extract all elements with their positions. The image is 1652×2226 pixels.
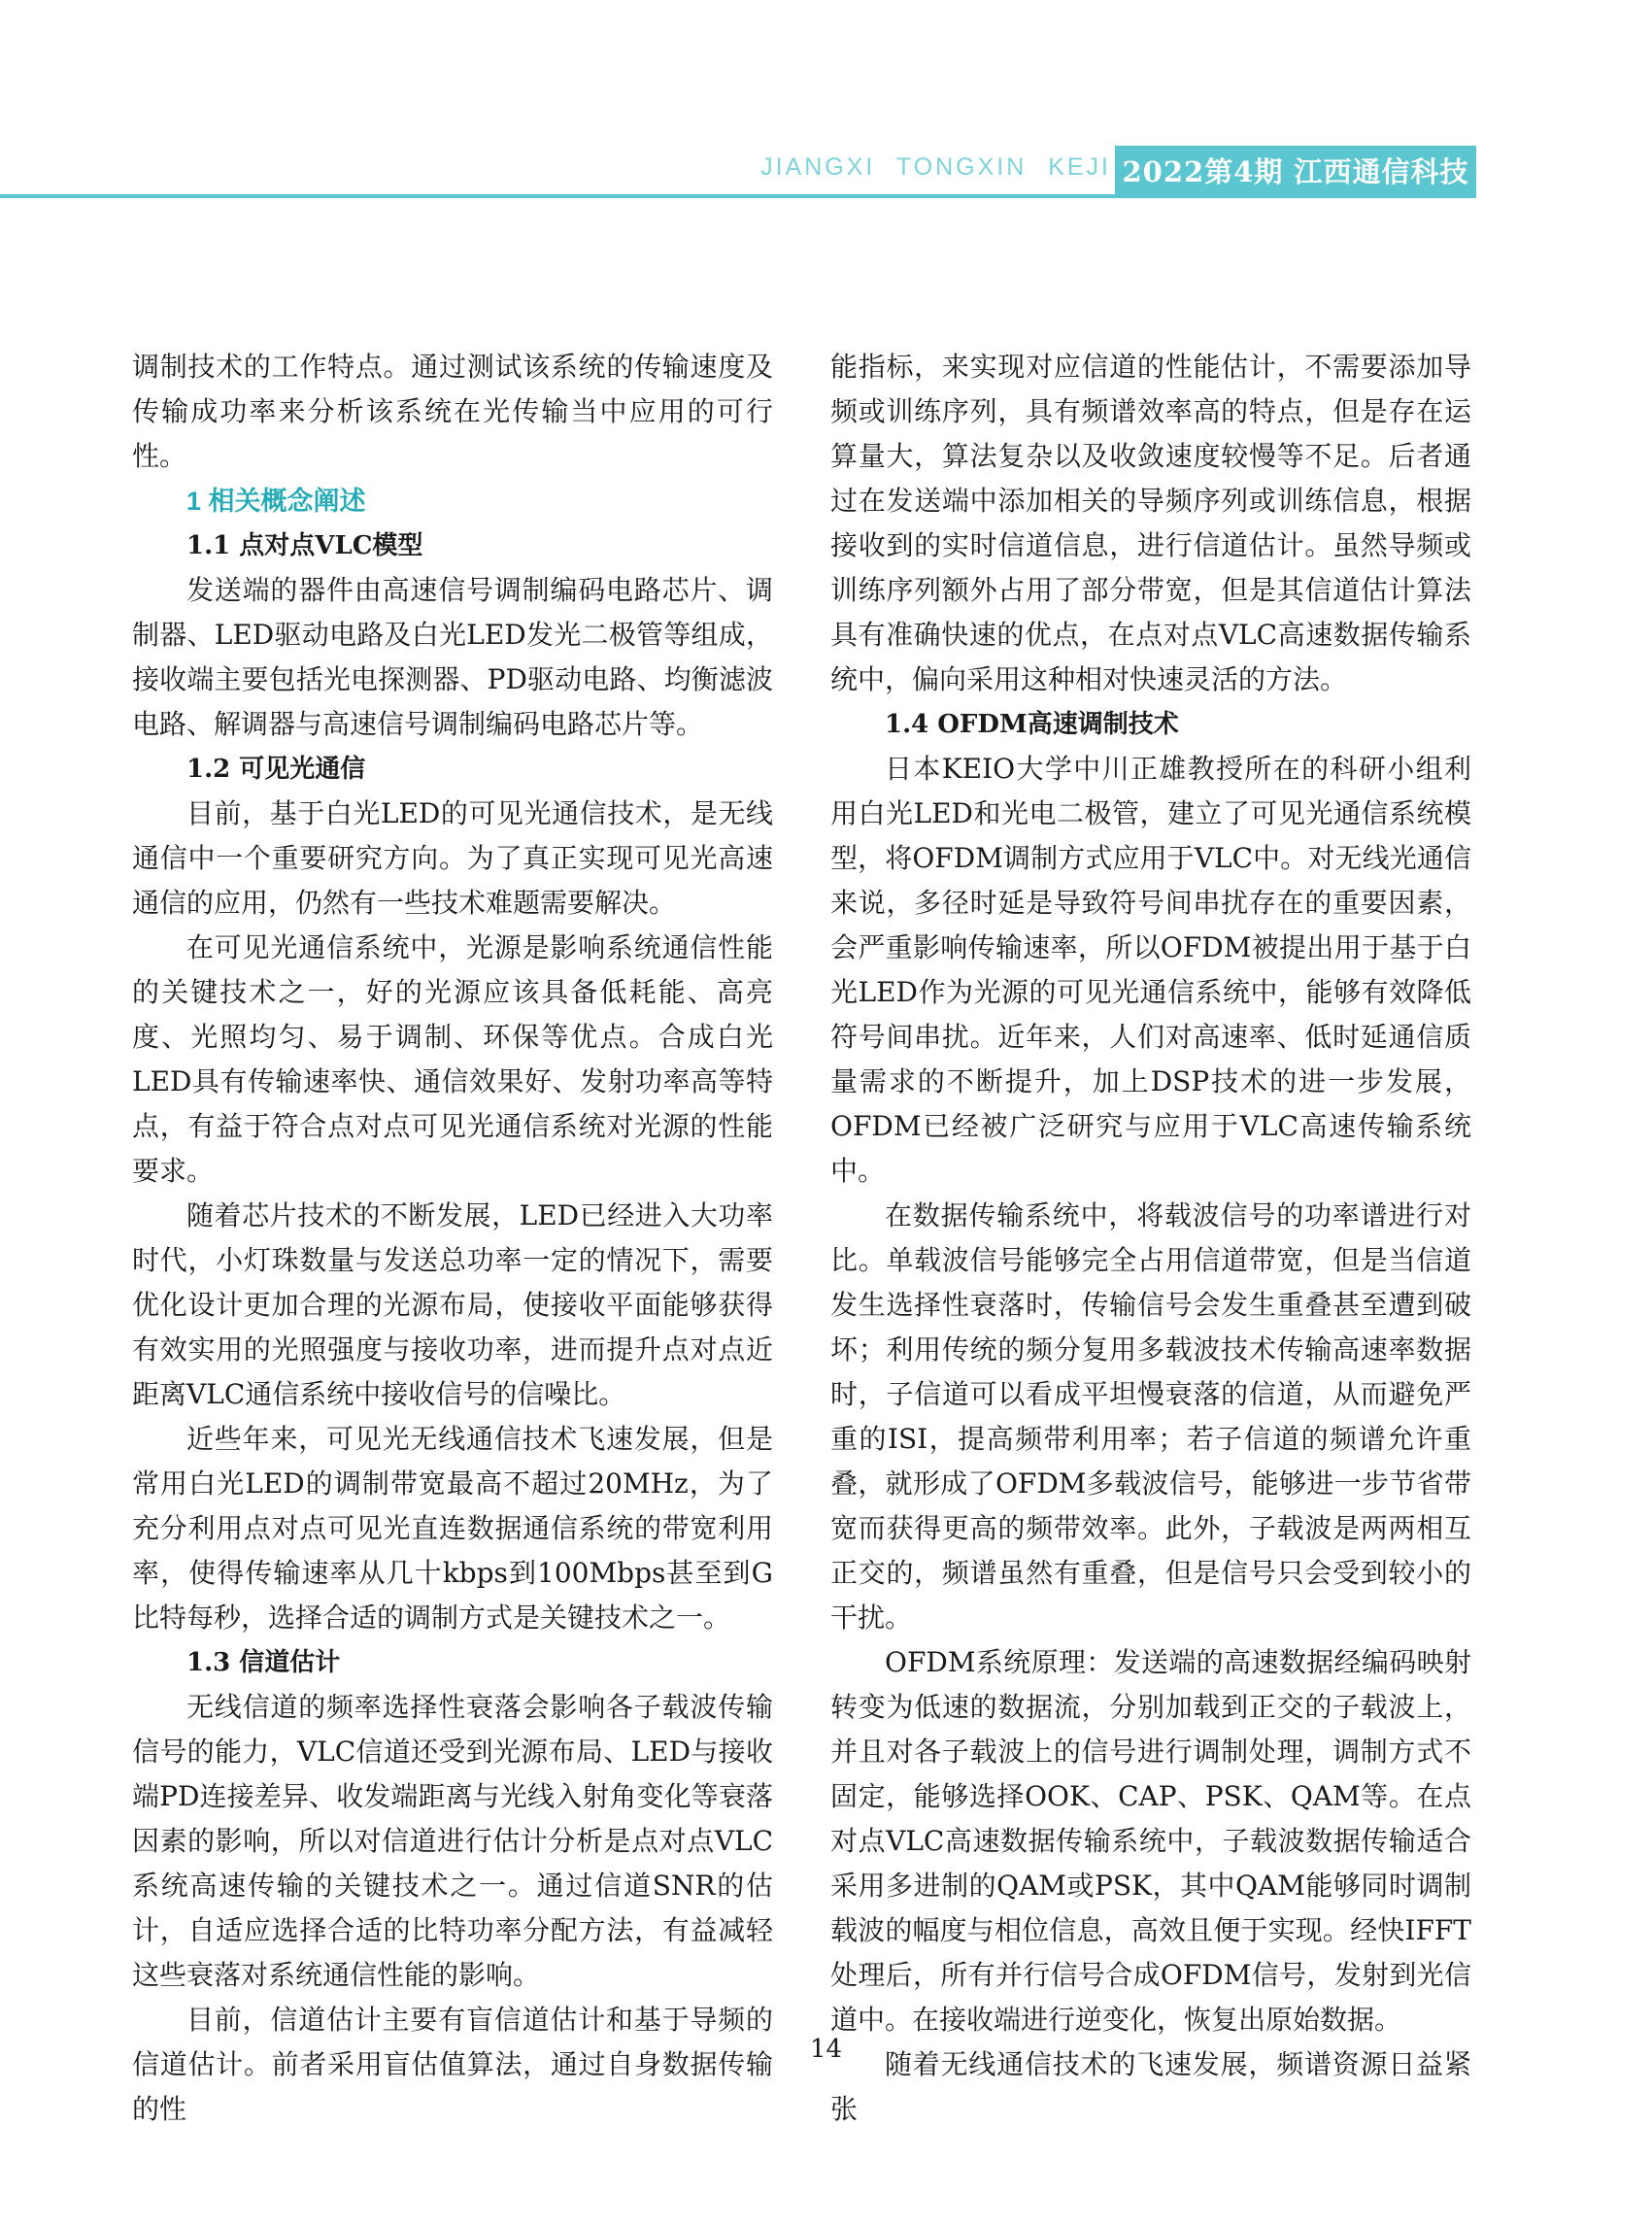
left-column bbox=[132, 345, 773, 2132]
paragraph: 随着芯片技术的不断发展，LED已经进入大功率时代，小灯珠数量与发送总功率一定的情况下，需要优化设计更加合理的光源布局，使接收平面能够获得有效实用的光照强度与接收功率，进而提升点对点近距离VLC通信系统中接收信号的信噪比。 bbox=[132, 1199, 773, 1410]
section-heading: 1 相关概念阐述 bbox=[186, 487, 366, 516]
paragraph: 无线信道的频率选择性衰落会影响各子载波传输信号的能力，VLC信道还受到光源布局、LED与接收端PD连接差异、收发端距离与光线入射角变化等衰落因素的影响，所以对信道进行估计分析是点对点VLC系统高速传输的关键技术之一。通过信道SNR的估计，自适应选择合适的比特功率分配方法，有益减轻这些衰落对系统通信性能的影响。 bbox=[132, 1691, 773, 1991]
issue-and-journal-title: 2022第4期 江西通信科技 bbox=[1115, 146, 1476, 194]
right-column bbox=[830, 345, 1471, 2132]
paragraph: 调制技术的工作特点。通过测试该系统的传输速度及传输成功率来分析该系统在光传输当中应用的可行性。 bbox=[132, 351, 773, 472]
paragraph: 能指标，来实现对应信道的性能估计，不需要添加导频或训练序列，具有频谱效率高的特点，但是存在运算量大，算法复杂以及收敛速度较慢等不足。后者通过在发送端中添加相关的导频序列或训练信息，根据接收到的实时信道信息，进行信道估计。虽然导频或训练序列额外占用了部分带宽，但是其信道估计算法具有准确快速的优点，在点对点VLC高速数据传输系统中，偏向采用这种相对快速灵活的方法。 bbox=[830, 351, 1471, 695]
running-header bbox=[0, 146, 1476, 198]
subsection-heading: 1.2 可见光通信 bbox=[186, 755, 366, 784]
paragraph: 日本KEIO大学中川正雄教授所在的科研小组利用白光LED和光电二极管，建立了可见光通信系统模型，将OFDM调制方式应用于VLC中。对无线光通信来说，多径时延是导致符号间串扰存在的重要因素，会严重影响传输速率，所以OFDM被提出用于基于白光LED作为光源的可见光通信系统中，能够有效降低符号间串扰。近年来，人们对高速率、低时延通信质量需求的不断提升，加上DSP技术的进一步发展，OFDM已经被广泛研究与应用于VLC高速传输系统中。 bbox=[830, 753, 1471, 1187]
subsection-heading: 1.3 信道估计 bbox=[186, 1648, 341, 1677]
paragraph: 随着无线通信技术的飞速发展，频谱资源日益紧张 bbox=[830, 2048, 1471, 2125]
journal-name-english: JIANGXI TONGXIN KEJI bbox=[760, 153, 1111, 181]
paragraph: OFDM系统原理：发送端的高速数据经编码映射转变为低速的数据流，分别加载到正交的子载波上，并且对各子载波上的信号进行调制处理，调制方式不固定，能够选择OOK、CAP、PSK、QAM等。在点对点VLC高速数据传输系统中，子载波数据传输适合采用多进制的QAM或PSK，其中QAM能够同时调制载波的幅度与相位信息，高效且便于实现。经快IFFT处理后，所有并行信号合成OFDM信号，发射到光信道中。在接收端进行逆变化，恢复出原始数据。 bbox=[830, 1646, 1471, 2036]
paragraph: 发送端的器件由高速信号调制编码电路芯片、调制器、LED驱动电路及白光LED发光二极管等组成，接收端主要包括光电探测器、PD驱动电路、均衡滤波电路、解调器与高速信号调制编码电路芯片等。 bbox=[132, 574, 773, 740]
paragraph: 在数据传输系统中，将载波信号的功率谱进行对比。单载波信号能够完全占用信道带宽，但是当信道发生选择性衰落时，传输信号会发生重叠甚至遭到破坏；利用传统的频分复用多载波技术传输高速率数据时，子信道可以看成平坦慢衰落的信道，从而避免严重的ISI，提高频带利用率；若子信道的频谱允许重叠，就形成了OFDM多载波信号，能够进一步节省带宽而获得更高的频带效率。此外，子载波是两两相互正交的，频谱虽然有重叠，但是信号只会受到较小的干扰。 bbox=[830, 1199, 1471, 1634]
subsection-heading: 1.1 点对点VLC模型 bbox=[186, 531, 423, 560]
subsection-heading: 1.4 OFDM高速调制技术 bbox=[885, 710, 1179, 739]
paragraph: 近些年来，可见光无线通信技术飞速发展，但是常用白光LED的调制带宽最高不超过20MHz，为了充分利用点对点可见光直连数据通信系统的带宽利用率，使得传输速率从几十kbps到100Mbps甚至到G比特每秒，选择合适的调制方式是关键技术之一。 bbox=[132, 1423, 773, 1634]
paragraph: 目前，基于白光LED的可见光通信技术，是无线通信中一个重要研究方向。为了真正实现可见光高速通信的应用，仍然有一些技术难题需要解决。 bbox=[132, 797, 773, 919]
paragraph: 目前，信道估计主要有盲信道估计和基于导频的信道估计。前者采用盲估值算法，通过自身数据传输的性 bbox=[132, 2004, 773, 2125]
paragraph: 在可见光通信系统中，光源是影响系统通信性能的关键技术之一，好的光源应该具备低耗能、高亮度、光照均匀、易于调制、环保等优点。合成白光LED具有传输速率快、通信效果好、发射功率高等特点，有益于符合点对点可见光通信系统对光源的性能要求。 bbox=[132, 931, 773, 1187]
page-number: 14 bbox=[809, 2035, 843, 2064]
